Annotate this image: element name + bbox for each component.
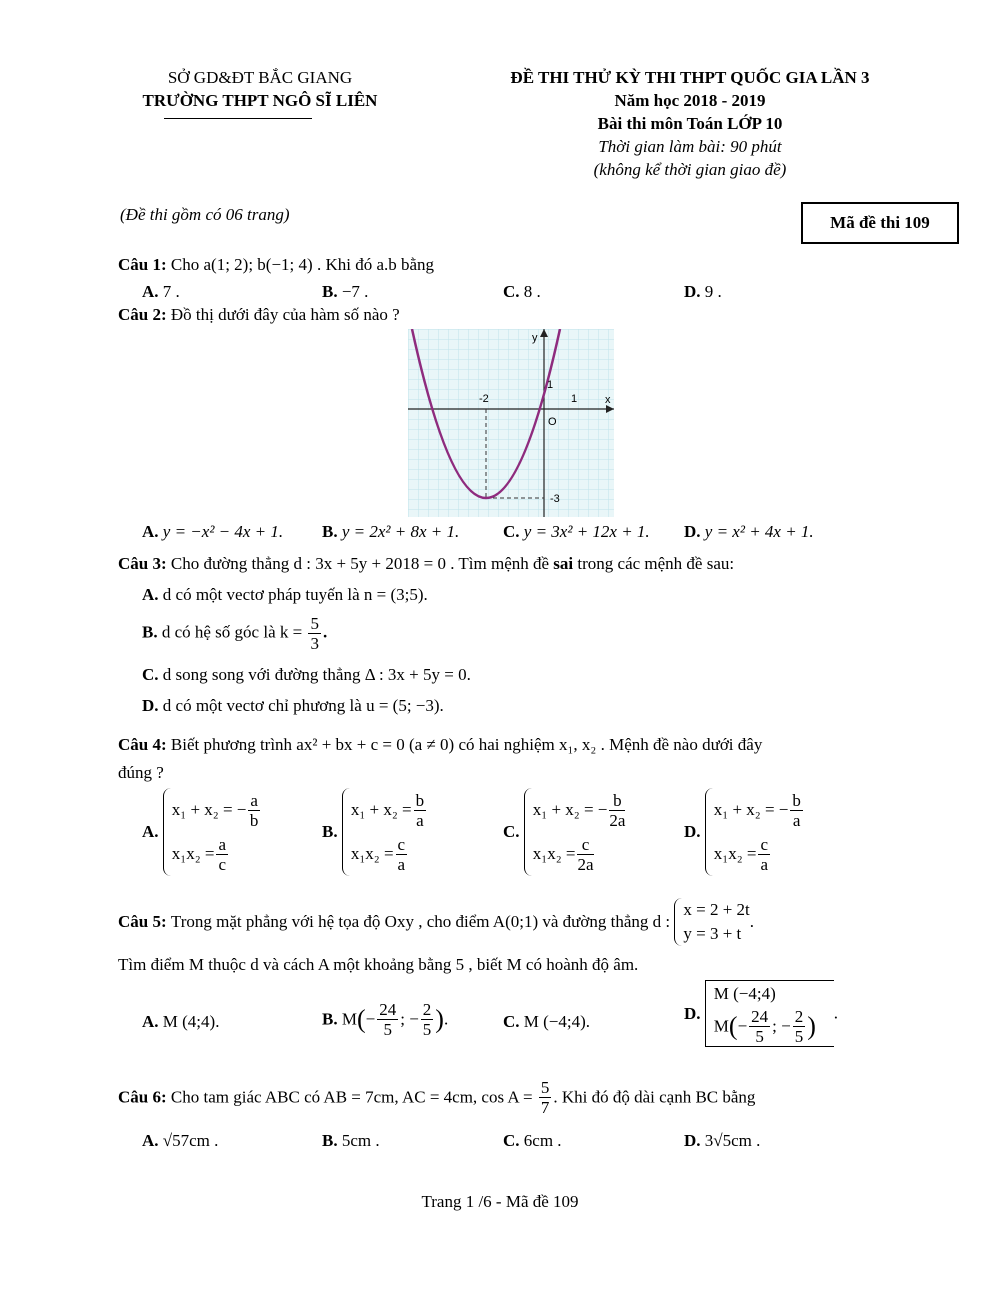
question-text: Cho đường thẳng d : 3x + 5y + 2018 = 0 . Tìm mệnh đề (170, 554, 554, 573)
question-label: Câu 5: (118, 912, 167, 931)
q6-option-c: C. 6cm . (503, 1131, 562, 1150)
x-axis-label: x (605, 394, 611, 406)
q5-option-a: A. M (4;4). (142, 1012, 220, 1031)
q1-option-d: D. 9 . (684, 282, 722, 301)
q2-option-b: B. y = 2x² + 8x + 1. (322, 522, 460, 541)
question-text: Trong mặt phẳng với hệ tọa độ Oxy , cho điểm A(0;1) và đường thẳng d : (170, 912, 671, 931)
question-3: Câu 3: Cho đường thẳng d : 3x + 5y + 2018 = 0 . Tìm mệnh đề sai trong các mệnh đề sau: (118, 554, 735, 573)
question-1 (118, 255, 434, 275)
department: SỞ GD&ĐT BẮC GIANG (167, 68, 353, 87)
question-label: Câu 1: (118, 255, 167, 274)
y-axis-label: y (532, 332, 538, 344)
q3-option-d: D. d có một vectơ chỉ phương là u = (5; −3). (142, 696, 444, 715)
tick-label-1-x: 1 (571, 393, 578, 405)
page-footer: Trang 1 /6 - Mã đề 109 (421, 1192, 579, 1211)
equation-system: x₁ + x₂ = − $\frac{b}{2a}$ x₁x₂ = $\frac{c}{2a}$ (524, 788, 628, 876)
exam-code: Mã đề thi 109 (830, 213, 930, 232)
parabola-graph (408, 329, 614, 517)
subject: Bài thi môn Toán LỚP 10 (597, 114, 783, 133)
question-label: Câu 4: (118, 735, 167, 754)
q4-option-b: B. x₁ + x₂ = $\frac{b}{a}$ x₁x₂ = $\frac{c}{a}$ (322, 788, 428, 876)
question-text: Biết phương trình ax² + bx + c = 0 (a ≠ 0) có hai nghiệm x₁, x₂ . Mệnh đề nào dưới đây (170, 735, 763, 754)
origin-label: O (548, 416, 557, 428)
time-note: (không kể thời gian giao đề) (593, 160, 787, 179)
equation-system: x₁ + x₂ = − $\frac{a}{b}$ x₁x₂ = $\frac{a}{c}$ (163, 788, 262, 876)
question-4-line2: đúng ? (118, 763, 164, 782)
school-year: Năm học 2018 - 2019 (614, 91, 766, 110)
question-label: Câu 6: (118, 1087, 167, 1107)
q3-option-b: B. d có hệ số góc là k = $\frac{5}{3}$ . (142, 614, 328, 653)
header-left (110, 66, 410, 112)
q3-option-a: A. d có một vectơ pháp tuyến là n = (3;5). (142, 585, 428, 604)
q5-option-d: D. M (−4;4) M(− $\frac{24}{5}$ ; − $\frac{2}{5}$ ) . (684, 980, 838, 1047)
q5-option-c: C. M (−4;4). (503, 1012, 591, 1031)
q3-option-c: C. d song song với đường thẳng Δ : 3x + 5y = 0. (142, 665, 471, 684)
header-right (470, 66, 910, 181)
question-text: Cho tam giác ABC có AB = 7cm, AC = 4cm, cos A = (170, 1087, 533, 1107)
question-5: Câu 5: Trong mặt phẳng với hệ tọa độ Oxy , cho điểm A(0;1) và đường thẳng d : x = 2 + 2t y = 3 + t . (118, 898, 754, 946)
question-4 (118, 735, 888, 755)
q6-option-a: A. √57cm . (142, 1131, 219, 1150)
equation-system: x₁ + x₂ = $\frac{b}{a}$ x₁x₂ = $\frac{c}{a}$ (342, 788, 428, 876)
tick-label-minus2: -2 (479, 393, 489, 405)
q2-option-d: D. y = x² + 4x + 1. (684, 522, 814, 541)
graph-grid (408, 329, 614, 517)
q4-option-a: A. x₁ + x₂ = − $\frac{a}{b}$ x₁x₂ = $\frac{a}{c}$ (142, 788, 262, 876)
q1-option-a: A. 7 . (142, 282, 180, 301)
question-label: Câu 3: (118, 554, 167, 573)
solution-set-bracket: M (−4;4) M(− $\frac{24}{5}$ ; − $\frac{2}{5}$ ) (705, 980, 834, 1047)
time-limit: Thời gian làm bài: 90 phút (598, 137, 782, 156)
q2-option-a: A. y = −x² − 4x + 1. (142, 522, 284, 541)
tick-label-1-y: 1 (547, 379, 554, 391)
question-5-line2: Tìm điểm M thuộc d và cách A một khoảng bằng 5 , biết M có hoành độ âm. (118, 955, 639, 974)
fraction: $\frac{5}{3}$ (310, 614, 319, 653)
equation-system: x₁ + x₂ = − $\frac{b}{a}$ x₁x₂ = $\frac{c}{a}$ (705, 788, 805, 876)
question-label: Câu 2: (118, 305, 167, 324)
q1-option-c: C. 8 . (503, 282, 541, 301)
question-2 (118, 305, 400, 325)
header-rule (164, 118, 312, 119)
q5-option-b: B. M(− $\frac{24}{5}$ ; − $\frac{2}{5}$ ). (322, 1000, 449, 1039)
q2-option-c: C. y = 3x² + 12x + 1. (503, 522, 650, 541)
q4-option-d: D. x₁ + x₂ = − $\frac{b}{a}$ x₁x₂ = $\frac{c}{a}$ (684, 788, 805, 876)
q6-option-b: B. 5cm . (322, 1131, 380, 1150)
q6-option-d: D. 3√5cm . (684, 1131, 761, 1150)
exam-code-box (801, 202, 959, 244)
question-text: Đồ thị dưới đây của hàm số nào ? (170, 305, 400, 324)
question-text: Cho a(1; 2); b(−1; 4) . Khi đó a.b bằng (170, 255, 435, 274)
pages-note: (Đề thi gồm có 06 trang) (120, 205, 290, 224)
question-6: Câu 6: Cho tam giác ABC có AB = 7cm, AC = 4cm, cos A = $\frac{5}{7}$ . Khi đó độ dài cạnh BC bằng (118, 1078, 756, 1117)
school-name: TRƯỜNG THPT NGÔ SĨ LIÊN (142, 91, 378, 110)
line-equation-system: x = 2 + 2t y = 3 + t (674, 898, 749, 946)
q1-option-b: B. −7 . (322, 282, 369, 301)
exam-title: ĐỀ THI THỬ KỲ THI THPT QUỐC GIA LẦN 3 (510, 68, 870, 87)
tick-label-minus3: -3 (550, 493, 560, 505)
fraction: $\frac{5}{7}$ (540, 1078, 550, 1117)
question-emphasis: sai (553, 554, 574, 573)
q4-option-c: C. x₁ + x₂ = − $\frac{b}{2a}$ x₁x₂ = $\frac{c}{2a}$ (503, 788, 627, 876)
